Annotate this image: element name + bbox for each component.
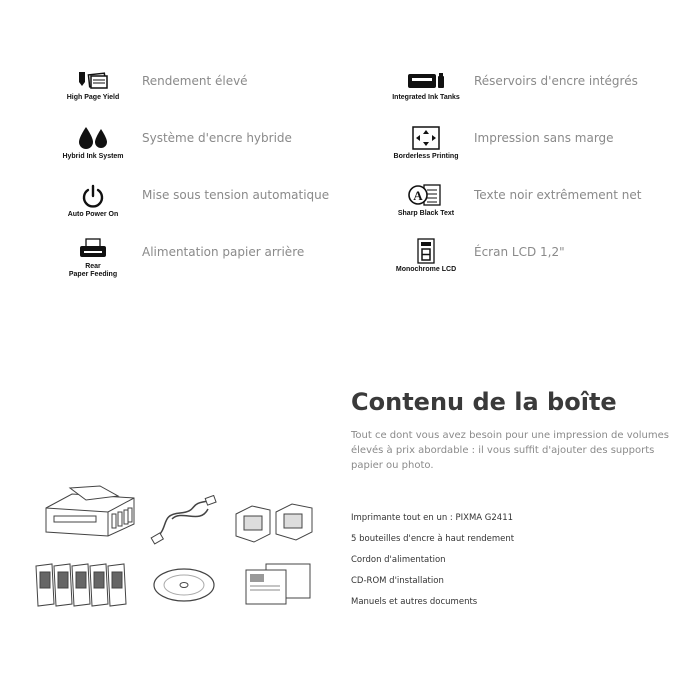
feature-text: Mise sous tension automatique [142,188,330,202]
list-item: Imprimante tout en un : PIXMA G2411 [351,513,514,523]
box-contents-list [351,512,514,617]
svg-text:A: A [413,188,423,203]
feature-caption: Hybrid Ink System [62,153,124,160]
auto-power-on-icon [80,183,106,209]
list-item: CD-ROM d'installation [351,576,444,586]
feature-caption: Borderless Printing [393,153,459,160]
feature-text: Système d'encre hybride [142,131,292,145]
feature-caption: Auto Power On [67,211,119,218]
feature-caption: Rear Paper Feeding [68,263,118,278]
hybrid-ink-system-icon [75,125,111,151]
list-item: 5 bouteilles d'encre à haut rendement [351,534,515,544]
borderless-printing-icon [410,125,442,151]
power-cord-illustration [150,495,220,545]
sharp-black-text-icon [406,182,446,208]
integrated-ink-tanks-icon [404,70,448,92]
feature-text: Écran LCD 1,2" [474,245,565,259]
high-page-yield-icon [75,70,111,92]
printer-illustration [40,480,140,540]
ink-bottles-illustration [32,560,132,610]
manuals-illustration [242,560,314,606]
print-heads-illustration [232,500,317,545]
rear-paper-feeding-icon [76,237,110,261]
feature-caption: High Page Yield [66,94,120,101]
section-description: Tout ce dont vous avez besoin pour une impression de volumes élevés à prix abordable : il vous suffit d'ajouter des supports papier ou photo. [351,430,669,471]
feature-text: Réservoirs d'encre intégrés [474,74,638,88]
list-item: Manuels et autres documents [351,597,478,607]
feature-text: Impression sans marge [474,131,614,145]
cd-rom-illustration [152,565,216,605]
section-title: Contenu de la boîte [351,388,617,416]
feature-text: Alimentation papier arrière [142,245,305,259]
feature-text: Texte noir extrêmement net [474,188,642,202]
feature-caption: Monochrome LCD [395,266,457,273]
feature-text: Rendement élevé [142,74,248,88]
feature-caption: Sharp Black Text [397,210,455,217]
feature-caption: Integrated Ink Tanks [392,94,460,101]
list-item: Cordon d'alimentation [351,555,446,565]
monochrome-lcd-icon [416,238,436,264]
